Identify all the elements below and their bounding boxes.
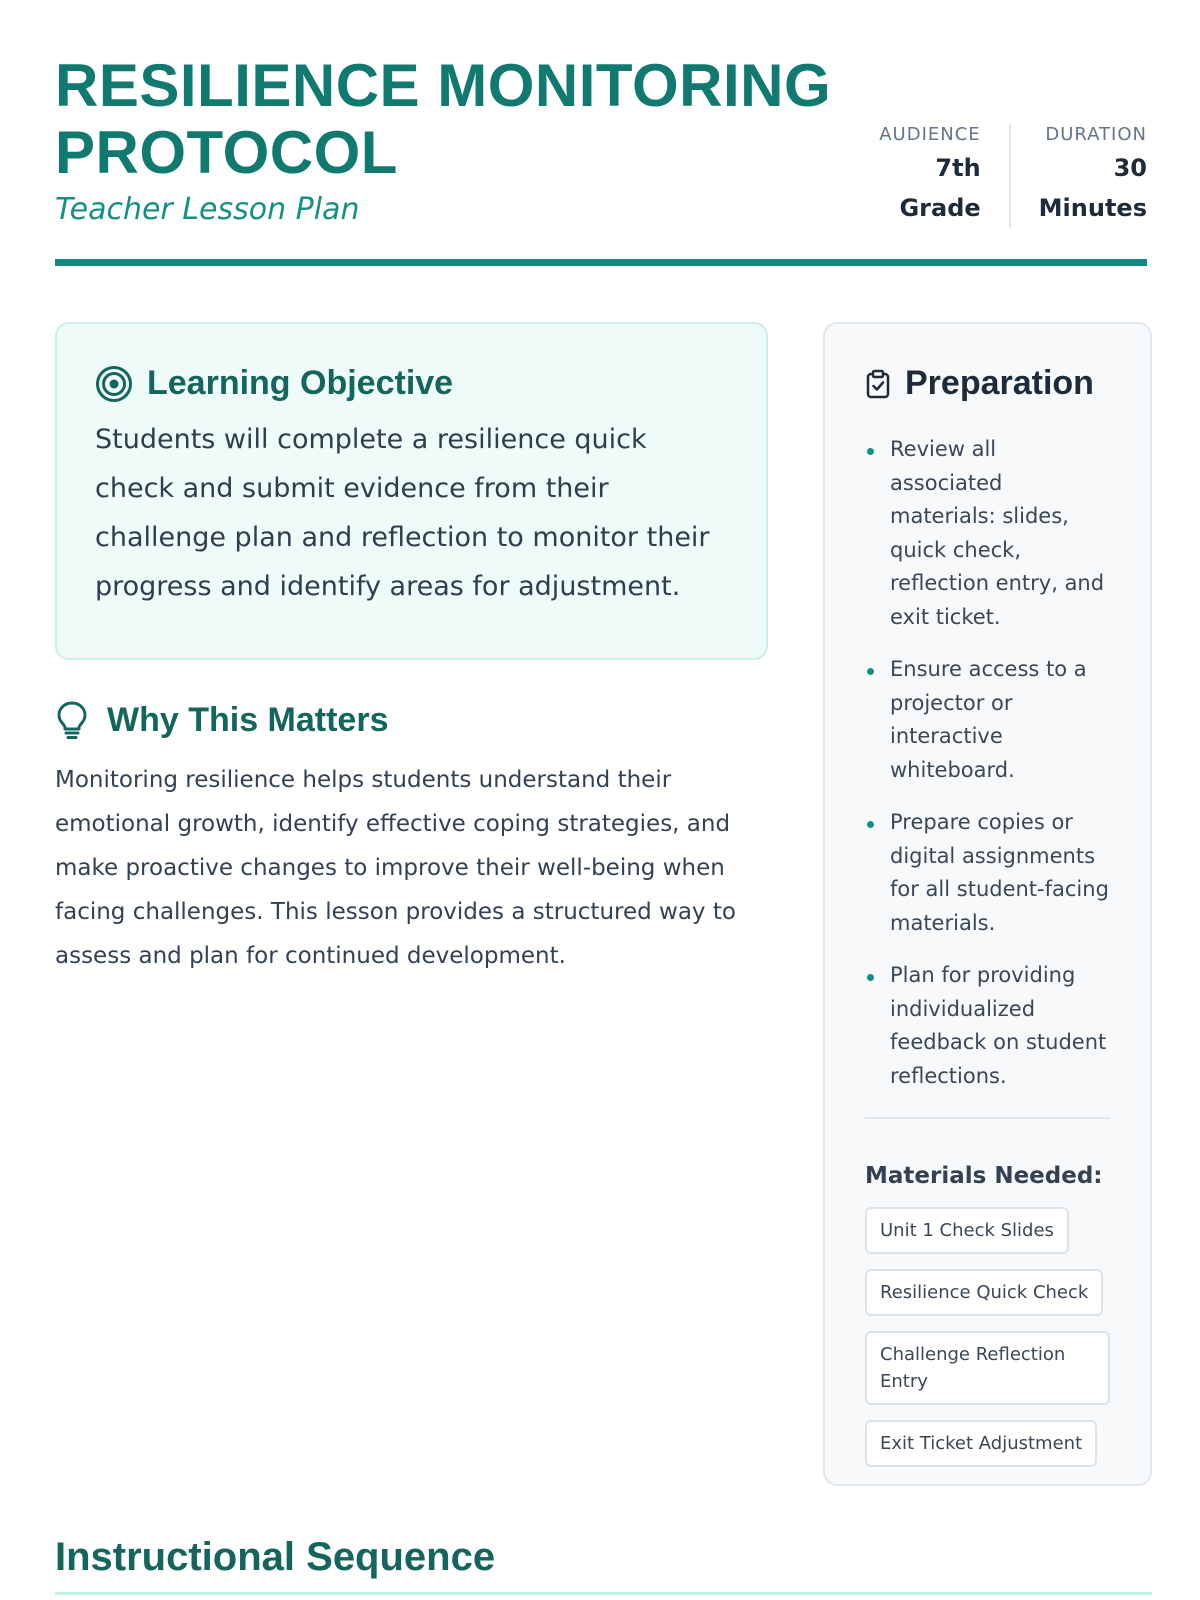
page-header (55, 52, 1147, 266)
page-title: RESILIENCE MONITORING PROTOCOL (55, 52, 832, 186)
preparation-heading: Preparation (905, 364, 1094, 402)
duration-meta (1011, 124, 1147, 228)
material-tag: Challenge Reflection Entry (865, 1331, 1110, 1405)
lesson-meta (879, 124, 1147, 228)
list-item: Ensure access to a projector or interactive whiteboard. (865, 653, 1110, 787)
target-icon (95, 365, 133, 403)
audience-value-line2: Grade (899, 194, 981, 222)
lightbulb-icon (55, 700, 89, 740)
learning-objective-text: Students will complete a resilience quick check and submit evidence from their challenge plan and reflection to monitor their progress and identify areas for adjustment. (95, 424, 710, 602)
duration-value-line2: Minutes (1038, 194, 1147, 222)
preparation-panel (823, 322, 1152, 1486)
preparation-list (865, 433, 1110, 1093)
list-item: Review all associated materials: slides, quick check, reflection entry, and exit ticket. (865, 433, 1110, 634)
material-tag: Resilience Quick Check (865, 1269, 1103, 1316)
preparation-header (865, 364, 1110, 403)
list-item: Plan for providing individualized feedback on student reflections. (865, 959, 1110, 1093)
materials-list (865, 1207, 1110, 1482)
instructional-sequence-heading: Instructional Sequence (55, 1535, 496, 1579)
why-this-matters-header (55, 700, 768, 740)
learning-objective-header (95, 364, 728, 403)
material-tag: Unit 1 Check Slides (865, 1207, 1069, 1254)
page-subtitle: Teacher Lesson Plan (55, 192, 360, 227)
learning-objective-card (55, 322, 768, 660)
materials-heading: Materials Needed: (865, 1163, 1103, 1189)
duration-label: DURATION (1045, 124, 1147, 145)
list-item: Prepare copies or digital assignments for all student-facing materials. (865, 806, 1110, 940)
clipboard-check-icon (865, 369, 891, 399)
audience-value-line1: 7th (935, 154, 981, 182)
why-this-matters-section (55, 700, 768, 978)
audience-meta (879, 124, 1010, 228)
learning-objective-heading: Learning Objective (147, 364, 454, 402)
duration-value-line1: 30 (1113, 154, 1147, 182)
audience-label: AUDIENCE (879, 124, 981, 145)
divider (865, 1117, 1110, 1119)
why-this-matters-text: Monitoring resilience helps students understand their emotional growth, identify effective coping strategies, and make proactive changes to improve their well-being when facing challenges. This lesson provides a structured way to assess and plan for continued development. (55, 767, 736, 969)
material-tag: Exit Ticket Adjustment (865, 1420, 1097, 1467)
why-this-matters-heading: Why This Matters (107, 700, 389, 739)
instructional-sequence-section (55, 1535, 1152, 1595)
